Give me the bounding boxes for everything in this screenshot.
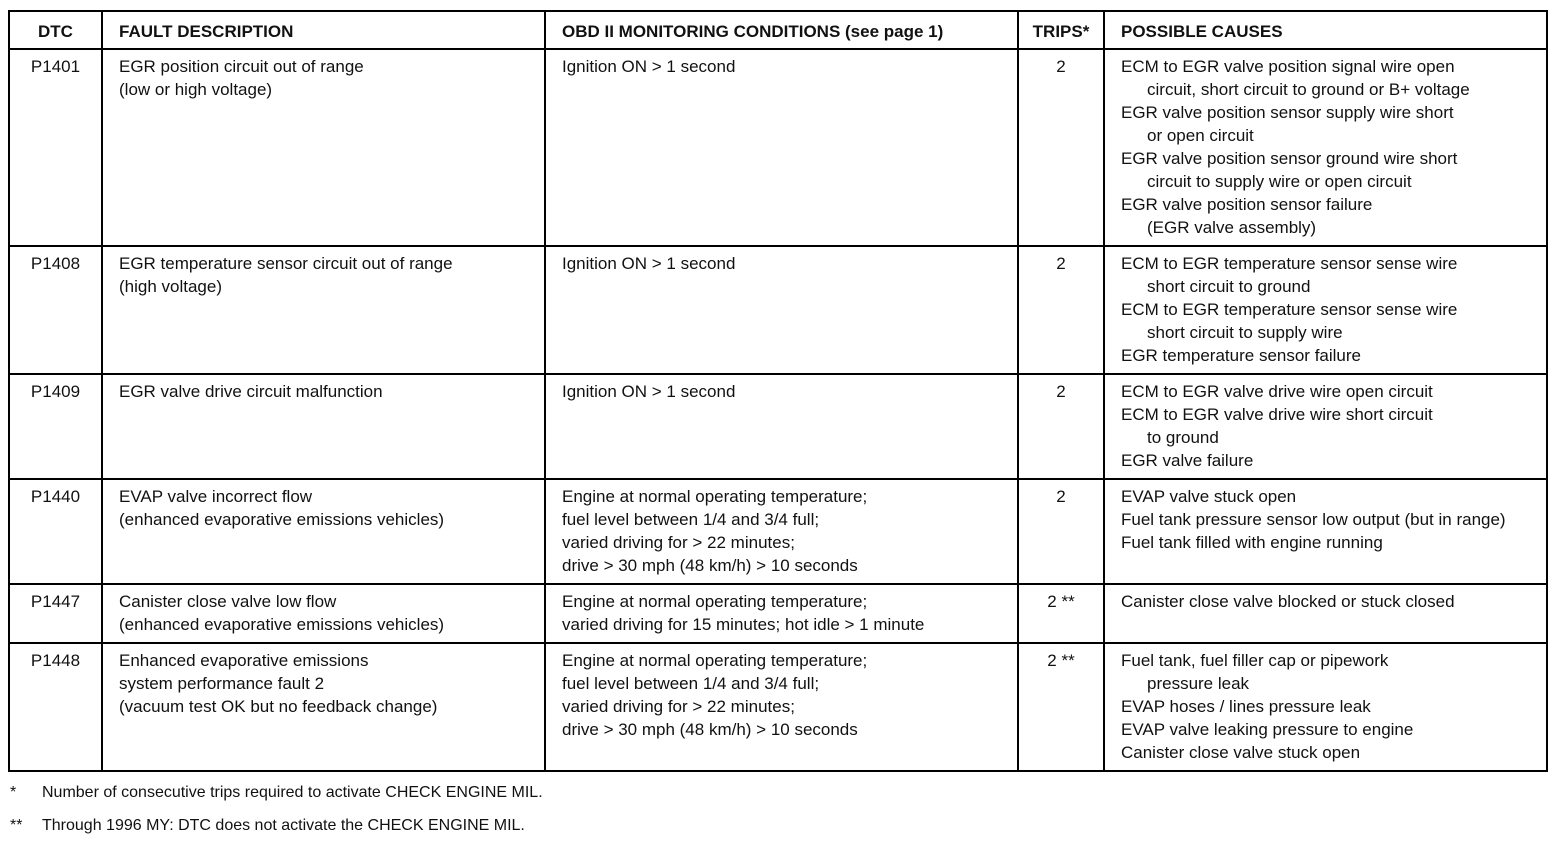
cause-line: EGR temperature sensor failure xyxy=(1121,346,1361,365)
monitoring-conditions xyxy=(545,479,1018,584)
cause-line: short circuit to supply wire xyxy=(1147,323,1343,342)
dtc-code: P1440 xyxy=(9,479,102,584)
trips-count: 2 ** xyxy=(1018,643,1104,771)
header-monitoring-conditions: OBD II MONITORING CONDITIONS (see page 1) xyxy=(545,11,1018,49)
fault-description xyxy=(102,584,545,643)
table-row xyxy=(9,643,1547,771)
dtc-code: P1409 xyxy=(9,374,102,479)
cause-line: ECM to EGR temperature sensor sense wire xyxy=(1121,254,1458,273)
footnote-1996-my xyxy=(10,816,543,836)
dtc-code: P1408 xyxy=(9,246,102,374)
fault-line: system performance fault 2 xyxy=(119,674,325,693)
fault-line: (low or high voltage) xyxy=(119,80,273,99)
footnote-text: Through 1996 MY: DTC does not activate the CHECK ENGINE MIL. xyxy=(42,817,525,834)
condition-line: drive > 30 mph (48 km/h) > 10 seconds xyxy=(562,556,858,575)
footnote-mark: ** xyxy=(10,817,23,834)
condition-line: varied driving for > 22 minutes; xyxy=(562,533,795,552)
fault-line: (high voltage) xyxy=(119,277,223,296)
condition-line: fuel level between 1/4 and 3/4 full; xyxy=(562,674,820,693)
dtc-code: P1401 xyxy=(9,49,102,246)
trips-count: 2 ** xyxy=(1018,584,1104,643)
monitoring-conditions xyxy=(545,246,1018,374)
fault-description xyxy=(102,246,545,374)
table-body xyxy=(9,49,1547,771)
possible-causes xyxy=(1104,643,1547,771)
trips-count: 2 xyxy=(1018,479,1104,584)
cause-line: circuit to supply wire or open circuit xyxy=(1147,172,1412,191)
trips-count: 2 xyxy=(1018,374,1104,479)
fault-line: EVAP valve incorrect flow xyxy=(119,487,313,506)
fault-line: Canister close valve low flow xyxy=(119,592,337,611)
cause-line: to ground xyxy=(1147,428,1219,447)
dtc-code: P1448 xyxy=(9,643,102,771)
possible-causes xyxy=(1104,49,1547,246)
cause-line: pressure leak xyxy=(1147,674,1250,693)
cause-line: Canister close valve blocked or stuck closed xyxy=(1121,592,1455,611)
condition-line: Ignition ON > 1 second xyxy=(562,254,736,273)
table-row xyxy=(9,246,1547,374)
fault-line: EGR valve drive circuit malfunction xyxy=(119,382,383,401)
condition-line: Engine at normal operating temperature; xyxy=(562,487,868,506)
cause-line: ECM to EGR valve position signal wire open xyxy=(1121,57,1455,76)
monitoring-conditions xyxy=(545,584,1018,643)
footnote-mark: * xyxy=(10,784,17,801)
fault-description xyxy=(102,49,545,246)
cause-line: EGR valve position sensor failure xyxy=(1121,195,1373,214)
condition-line: fuel level between 1/4 and 3/4 full; xyxy=(562,510,820,529)
possible-causes xyxy=(1104,246,1547,374)
fault-line: (enhanced evaporative emissions vehicles) xyxy=(119,510,445,529)
condition-line: Ignition ON > 1 second xyxy=(562,382,736,401)
dtc-code: P1447 xyxy=(9,584,102,643)
condition-line: varied driving for 15 minutes; hot idle > 1 minute xyxy=(562,615,925,634)
footnote-trips xyxy=(10,783,543,803)
condition-line: Engine at normal operating temperature; xyxy=(562,592,868,611)
monitoring-conditions xyxy=(545,374,1018,479)
trips-count: 2 xyxy=(1018,49,1104,246)
table-header xyxy=(9,11,1547,49)
fault-line: EGR position circuit out of range xyxy=(119,57,364,76)
cause-line: Fuel tank, fuel filler cap or pipework xyxy=(1121,651,1389,670)
condition-line: Engine at normal operating temperature; xyxy=(562,651,868,670)
table-row xyxy=(9,374,1547,479)
table-row xyxy=(9,49,1547,246)
cause-line: Canister close valve stuck open xyxy=(1121,743,1361,762)
footnote-text: Number of consecutive trips required to activate CHECK ENGINE MIL. xyxy=(42,784,543,801)
cause-line: Fuel tank pressure sensor low output (but in range) xyxy=(1121,510,1506,529)
cause-line: short circuit to ground xyxy=(1147,277,1311,296)
fault-description xyxy=(102,643,545,771)
monitoring-conditions xyxy=(545,643,1018,771)
cause-line: EVAP valve stuck open xyxy=(1121,487,1297,506)
trips-count: 2 xyxy=(1018,246,1104,374)
cause-line: EGR valve position sensor ground wire short xyxy=(1121,149,1458,168)
dtc-table xyxy=(8,10,1548,772)
cause-line: EVAP valve leaking pressure to engine xyxy=(1121,720,1414,739)
fault-line: EGR temperature sensor circuit out of range xyxy=(119,254,453,273)
header-possible-causes: POSSIBLE CAUSES xyxy=(1104,11,1547,49)
condition-line: Ignition ON > 1 second xyxy=(562,57,736,76)
cause-line: ECM to EGR valve drive wire open circuit xyxy=(1121,382,1433,401)
cause-line: Fuel tank filled with engine running xyxy=(1121,533,1383,552)
cause-line: (EGR valve assembly) xyxy=(1147,218,1317,237)
table-row xyxy=(9,479,1547,584)
fault-line: Enhanced evaporative emissions xyxy=(119,651,369,670)
fault-description xyxy=(102,479,545,584)
header-row xyxy=(9,11,1547,49)
possible-causes xyxy=(1104,584,1547,643)
fault-description xyxy=(102,374,545,479)
header-fault-description: FAULT DESCRIPTION xyxy=(102,11,545,49)
condition-line: varied driving for > 22 minutes; xyxy=(562,697,795,716)
possible-causes xyxy=(1104,374,1547,479)
cause-line: circuit, short circuit to ground or B+ voltage xyxy=(1147,80,1470,99)
cause-line: EGR valve position sensor supply wire short xyxy=(1121,103,1454,122)
fault-line: (vacuum test OK but no feedback change) xyxy=(119,697,438,716)
footnotes xyxy=(10,783,543,849)
condition-line: drive > 30 mph (48 km/h) > 10 seconds xyxy=(562,720,858,739)
cause-line: EGR valve failure xyxy=(1121,451,1254,470)
cause-line: or open circuit xyxy=(1147,126,1254,145)
cause-line: ECM to EGR valve drive wire short circuit xyxy=(1121,405,1433,424)
monitoring-conditions xyxy=(545,49,1018,246)
possible-causes xyxy=(1104,479,1547,584)
fault-line: (enhanced evaporative emissions vehicles) xyxy=(119,615,445,634)
cause-line: EVAP hoses / lines pressure leak xyxy=(1121,697,1371,716)
table-row xyxy=(9,584,1547,643)
header-dtc: DTC xyxy=(9,11,102,49)
header-trips: TRIPS* xyxy=(1018,11,1104,49)
cause-line: ECM to EGR temperature sensor sense wire xyxy=(1121,300,1458,319)
